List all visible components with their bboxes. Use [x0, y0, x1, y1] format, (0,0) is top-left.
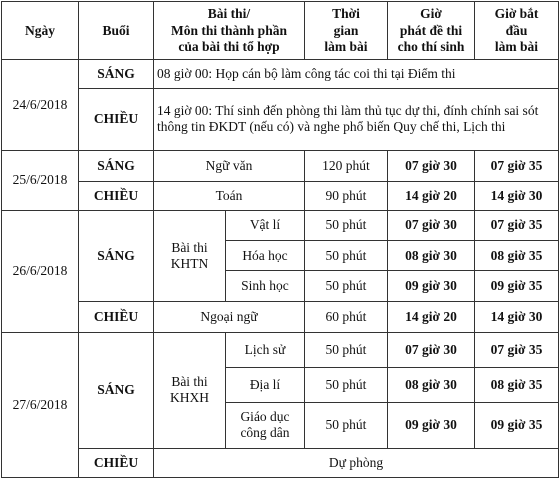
subject-cell: Địa lí	[226, 368, 305, 403]
distribute-time-cell: 09 giờ 30	[388, 271, 475, 302]
date-cell: 25/6/2018	[2, 151, 79, 210]
date-cell: 24/6/2018	[2, 60, 79, 151]
start-time-cell: 07 giờ 35	[475, 332, 559, 367]
duration-cell: 50 phút	[305, 368, 388, 403]
session-label: SÁNG	[79, 151, 154, 182]
duration-cell: 50 phút	[305, 271, 388, 302]
duration-cell: 50 phút	[305, 403, 388, 448]
start-time-cell: 07 giờ 35	[475, 210, 559, 240]
duration-cell: 50 phút	[305, 332, 388, 367]
session-note: Dự phòng	[154, 448, 559, 477]
distribute-time-cell: 14 giờ 20	[388, 182, 475, 210]
row-24-sang	[2, 60, 559, 88]
row-26-chieu	[2, 302, 559, 332]
row-25-sang	[2, 151, 559, 182]
duration-cell: 50 phút	[305, 240, 388, 270]
header-buoi: Buổi	[79, 2, 154, 60]
session-label: CHIỀU	[79, 302, 154, 332]
distribute-time-cell: 07 giờ 30	[388, 332, 475, 367]
start-time-cell: 08 giờ 35	[475, 368, 559, 403]
row-27-chieu	[2, 448, 559, 477]
duration-cell: 60 phút	[305, 302, 388, 332]
duration-cell: 90 phút	[305, 182, 388, 210]
subject-cell: Ngoại ngữ	[154, 302, 305, 332]
header-ngay: Ngày	[2, 2, 79, 60]
header-bai-thi: Bài thi/ Môn thi thành phần của bài thi tổ hợp	[154, 2, 305, 60]
distribute-time-cell: 09 giờ 30	[388, 403, 475, 448]
subject-cell: Giáo dục công dân	[226, 403, 305, 448]
session-label: SÁNG	[79, 60, 154, 88]
row-24-chieu	[2, 88, 559, 151]
start-time-cell: 07 giờ 35	[475, 151, 559, 182]
subject-cell: Vật lí	[226, 210, 305, 240]
session-note: 08 giờ 00: Họp cán bộ làm công tác coi thi tại Điểm thi	[154, 60, 559, 88]
session-label: CHIỀU	[79, 88, 154, 151]
duration-cell: 50 phút	[305, 210, 388, 240]
header-gio-bat-dau: Giờ bắt đầu làm bài	[475, 2, 559, 60]
exam-schedule-table	[1, 1, 559, 478]
header-thoi-gian: Thời gian làm bài	[305, 2, 388, 60]
distribute-time-cell: 07 giờ 30	[388, 210, 475, 240]
session-label: SÁNG	[79, 210, 154, 302]
subject-cell: Ngữ văn	[154, 151, 305, 182]
start-time-cell: 14 giờ 30	[475, 302, 559, 332]
distribute-time-cell: 14 giờ 20	[388, 302, 475, 332]
row-26-sang-1	[2, 210, 559, 240]
subject-cell: Toán	[154, 182, 305, 210]
subject-cell: Sinh học	[226, 271, 305, 302]
combined-exam-group: Bài thi KHXH	[154, 332, 226, 448]
session-note: 14 giờ 00: Thí sinh đến phòng thi làm thủ tục dự thi, đính chính sai sót thông tin ĐKDT (nếu có) và nghe phổ biến Quy chế thi, Lịch thi	[154, 88, 559, 151]
distribute-time-cell: 07 giờ 30	[388, 151, 475, 182]
combined-exam-group: Bài thi KHTN	[154, 210, 226, 302]
session-label: SÁNG	[79, 332, 154, 448]
session-label: CHIỀU	[79, 182, 154, 210]
start-time-cell: 09 giờ 35	[475, 403, 559, 448]
session-label: CHIỀU	[79, 448, 154, 477]
distribute-time-cell: 08 giờ 30	[388, 240, 475, 270]
subject-cell: Hóa học	[226, 240, 305, 270]
row-27-sang-1	[2, 332, 559, 367]
row-25-chieu	[2, 182, 559, 210]
duration-cell: 120 phút	[305, 151, 388, 182]
start-time-cell: 14 giờ 30	[475, 182, 559, 210]
subject-cell: Lịch sử	[226, 332, 305, 367]
date-cell: 27/6/2018	[2, 332, 79, 477]
start-time-cell: 09 giờ 35	[475, 271, 559, 302]
header-row	[2, 2, 559, 60]
start-time-cell: 08 giờ 35	[475, 240, 559, 270]
header-gio-phat-de: Giờ phát đề thi cho thí sinh	[388, 2, 475, 60]
distribute-time-cell: 08 giờ 30	[388, 368, 475, 403]
date-cell: 26/6/2018	[2, 210, 79, 332]
